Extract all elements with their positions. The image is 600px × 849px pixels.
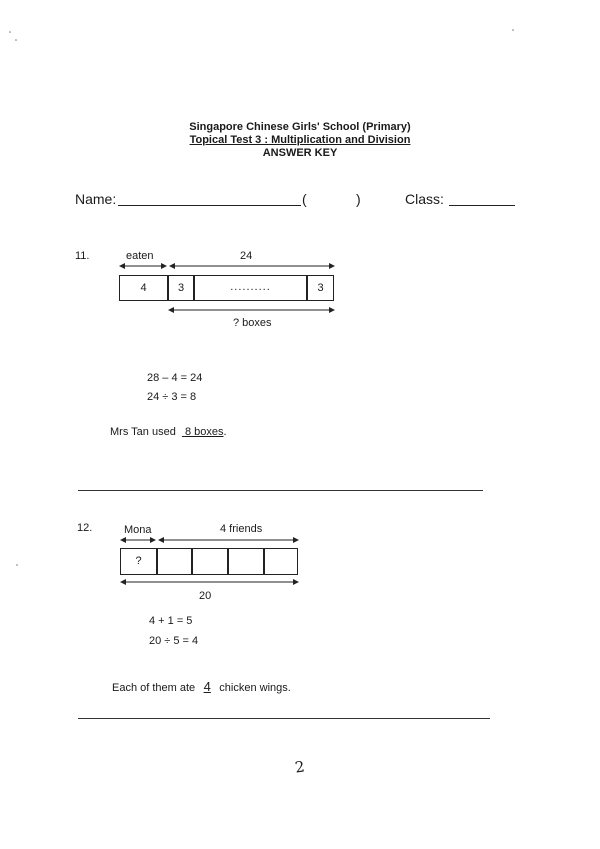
q11-total-label: 24	[240, 250, 253, 262]
answer-key-label: ANSWER KEY	[262, 147, 338, 159]
q11-working-line-2: 24 ÷ 3 = 8	[147, 391, 197, 403]
page-number: 2	[293, 757, 306, 777]
q11-box-3: 3	[168, 275, 194, 301]
index-paren-close: )	[356, 191, 361, 207]
question-12-number: 12.	[77, 522, 93, 534]
school-name: Singapore Chinese Girls' School (Primary)	[189, 121, 411, 133]
q12-friends-label: 4 friends	[220, 523, 263, 535]
q11-answer-value: 8 boxes	[184, 426, 224, 438]
q12-total-label: 20	[199, 590, 212, 602]
q12-working-line-2: 20 ÷ 5 = 4	[149, 635, 199, 647]
q11-box-eaten: 4	[119, 275, 168, 301]
name-label: Name:	[75, 191, 117, 207]
q11-eaten-label: eaten	[126, 250, 154, 262]
q12-mona-label: Mona	[124, 524, 152, 536]
q12-answer-prefix: Each of them ate	[112, 682, 196, 694]
q11-box-dots: ..........	[194, 275, 307, 301]
q11-box-last: 3	[307, 275, 334, 301]
question-11-number: 11.	[75, 250, 90, 262]
q12-working-line-1: 4 + 1 = 5	[149, 615, 193, 627]
q12-box-mona: ?	[120, 548, 157, 575]
test-title: Topical Test 3 : Multiplication and Division	[189, 134, 411, 146]
index-paren-open: (	[302, 191, 307, 207]
q11-answer-suffix: .	[223, 426, 227, 438]
class-label: Class:	[405, 191, 444, 207]
q11-working-line-1: 28 – 4 = 24	[147, 372, 203, 384]
q12-answer-suffix: chicken wings.	[219, 682, 291, 694]
q12-answer-value: 4	[203, 679, 211, 694]
q11-boxes-label: ? boxes	[233, 317, 272, 329]
q11-answer-prefix: Mrs Tan used	[110, 426, 176, 438]
